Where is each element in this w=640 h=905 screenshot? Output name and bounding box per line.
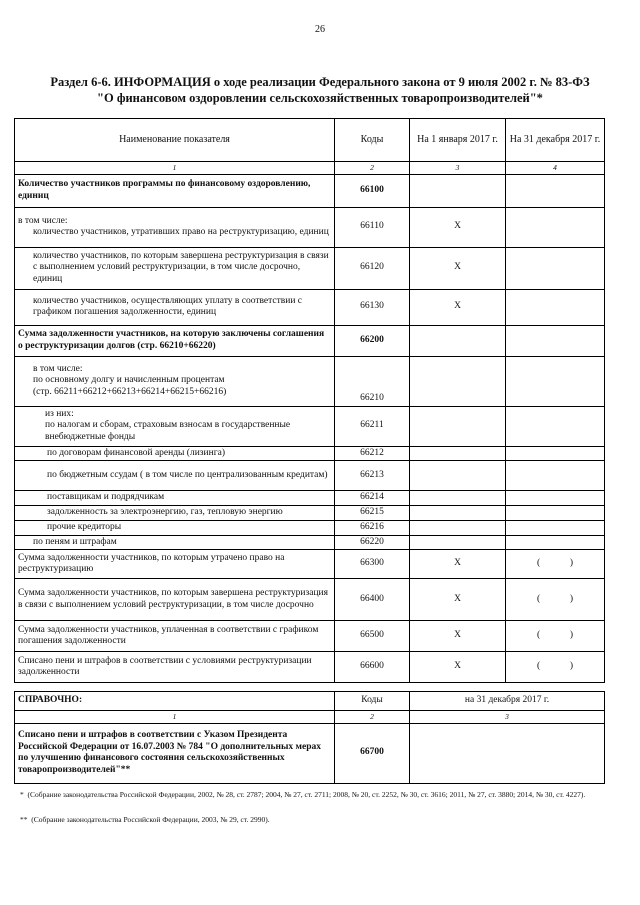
row-label-cell [15, 356, 335, 406]
row-jan-cell[interactable] [410, 356, 506, 406]
row-jan-cell[interactable] [410, 446, 506, 461]
table-row [15, 207, 605, 247]
row-code: 66300 [335, 550, 410, 579]
paren-close: ) [569, 630, 573, 641]
table-row [15, 535, 605, 550]
paren-open: ( [537, 558, 541, 569]
row-jan-cell[interactable] [410, 535, 506, 550]
row-jan-cell: X [410, 579, 506, 621]
table-row [15, 406, 605, 446]
row-label-cell [15, 406, 335, 446]
row-label: из них: [45, 408, 74, 419]
row-jan-cell[interactable] [410, 325, 506, 356]
row-code: 66120 [335, 247, 410, 289]
row-label: задолженность за электроэнергию, газ, тепловую энергию [15, 506, 335, 521]
footnote-2-mark: ** [20, 815, 28, 824]
row-code: 66216 [335, 520, 410, 535]
reference-row [15, 723, 605, 783]
row-sublabel: по основному долгу и начисленным процентам [33, 375, 225, 386]
reference-column-number-row [15, 711, 605, 724]
row-jan-cell: X [410, 550, 506, 579]
table-row [15, 247, 605, 289]
row-label: прочие кредиторы [15, 520, 335, 535]
reference-row-label: Списано пени и штрафов в соответствии с Указом Президента Российской Федерации от 16.07.2003 № 784 "О дополнительных мерах по улучшению финансового состояния сельскохозяйственных товаропроизводителей"** [15, 723, 335, 783]
row-label: в том числе: [18, 215, 68, 226]
row-jan-cell: X [410, 289, 506, 325]
col-number: 2 [335, 162, 410, 175]
footnote-1 [20, 790, 620, 800]
row-code: 66215 [335, 506, 410, 521]
reference-row-value-cell[interactable] [410, 723, 605, 783]
row-sublabel-2: (стр. 66211+66212+66213+66214+66215+66216) [33, 386, 227, 397]
row-sublabel: по налогам и сборам, страховым взносам в государственные внебюджетные фонды [45, 420, 291, 442]
row-label: по договорам финансовой аренды (лизинга) [15, 446, 335, 461]
row-dec-cell[interactable] [506, 579, 605, 621]
row-label: Сумма задолженности участников, уплаченная в соответствии с графиком погашения задолженности [15, 621, 335, 652]
row-label: Сумма задолженности участников, по которым завершена реструктуризация в связи с выполнением условий реструктуризации, в том числе досрочно [15, 579, 335, 621]
row-jan-cell[interactable] [410, 174, 506, 207]
row-label: количество участников, по которым завершена реструктуризация в связи с выполнением условий реструктуризации, в том числе досрочно, единиц [15, 247, 335, 289]
col-number: 3 [410, 711, 605, 724]
table-row [15, 506, 605, 521]
footnote-1-text: (Собрание законодательства Российской Федерации, 2002, № 28, ст. 2787; 2004, № 27, ст. 2711; 2008, № 20, ст. 2252, № 30, ст. 3616; 2011, № 27, ст. 3880; 2014, № 30, ст. 4227). [27, 790, 586, 799]
table-row [15, 491, 605, 506]
col-number: 1 [15, 162, 335, 175]
col-number: 2 [335, 711, 410, 724]
row-dec-cell[interactable] [506, 491, 605, 506]
table-row [15, 446, 605, 461]
row-code: 66110 [335, 207, 410, 247]
row-label: Сумма задолженности участников, по которым утрачено право на реструктуризацию [15, 550, 335, 579]
reference-header-label: СПРАВОЧНО: [15, 692, 335, 711]
row-sublabel: количество участников, утративших право на реструктуризацию, единиц [33, 227, 329, 237]
paren-open: ( [537, 661, 541, 672]
paren-open: ( [537, 593, 541, 604]
table-header-row [15, 119, 605, 162]
row-jan-cell: X [410, 207, 506, 247]
table-row [15, 461, 605, 491]
row-label: количество участников, осуществляющих уплату в соответствии с графиком погашения задолженности, единиц [15, 289, 335, 325]
row-dec-cell[interactable] [506, 247, 605, 289]
row-jan-cell: X [410, 621, 506, 652]
row-code: 66130 [335, 289, 410, 325]
col-number: 3 [410, 162, 506, 175]
row-dec-cell[interactable] [506, 325, 605, 356]
reference-row-code: 66700 [335, 723, 410, 783]
reference-header-date: на 31 декабря 2017 г. [410, 692, 605, 711]
table-row [15, 579, 605, 621]
reference-header-codes: Коды [335, 692, 410, 711]
title-line-2: "О финансовом оздоровлении сельскохозяйственных товаропроизводителей"* [97, 91, 543, 105]
row-dec-cell[interactable] [506, 621, 605, 652]
row-dec-cell[interactable] [506, 520, 605, 535]
row-label: по пеням и штрафам [15, 535, 335, 550]
row-code: 66600 [335, 652, 410, 683]
table-row [15, 325, 605, 356]
paren-open: ( [537, 630, 541, 641]
row-dec-cell[interactable] [506, 174, 605, 207]
row-dec-cell[interactable] [506, 506, 605, 521]
row-label: по бюджетным ссудам ( в том числе по централизованным кредитам) [15, 461, 335, 491]
row-label: поставщикам и подрядчикам [15, 491, 335, 506]
header-dec: На 31 декабря 2017 г. [506, 119, 605, 162]
table-row [15, 621, 605, 652]
row-label: Количество участников программы по финансовому оздоровлению, единиц [15, 174, 335, 207]
table-row [15, 520, 605, 535]
row-dec-cell[interactable] [506, 207, 605, 247]
header-jan: На 1 января 2017 г. [410, 119, 506, 162]
row-code: 66213 [335, 461, 410, 491]
table-row [15, 652, 605, 683]
col-number: 1 [15, 711, 335, 724]
row-jan-cell[interactable] [410, 491, 506, 506]
row-code: 66220 [335, 535, 410, 550]
reference-table [14, 691, 605, 784]
row-dec-cell[interactable] [506, 356, 605, 406]
table-row [15, 289, 605, 325]
row-code: 66200 [335, 325, 410, 356]
paren-close: ) [569, 558, 573, 569]
table-row [15, 174, 605, 207]
main-table [14, 118, 605, 683]
row-code: 66214 [335, 491, 410, 506]
header-codes: Коды [335, 119, 410, 162]
table-row [15, 550, 605, 579]
row-code: 66211 [335, 406, 410, 446]
row-dec-cell[interactable] [506, 446, 605, 461]
row-code: 66212 [335, 446, 410, 461]
footnote-1-mark: * [20, 790, 24, 799]
row-dec-cell[interactable] [506, 652, 605, 683]
row-code: 66400 [335, 579, 410, 621]
row-dec-cell[interactable] [506, 406, 605, 446]
row-jan-cell[interactable] [410, 520, 506, 535]
row-jan-cell[interactable] [410, 406, 506, 446]
footnote-2 [20, 815, 620, 825]
row-jan-cell[interactable] [410, 461, 506, 491]
column-number-row [15, 162, 605, 175]
table-row [15, 356, 605, 406]
row-label: в том числе: [33, 363, 83, 374]
row-code: 66100 [335, 174, 410, 207]
row-dec-cell[interactable] [506, 550, 605, 579]
paren-close: ) [569, 661, 573, 672]
row-jan-cell[interactable] [410, 506, 506, 521]
page-number: 26 [315, 24, 325, 35]
row-dec-cell[interactable] [506, 289, 605, 325]
title-line-1: Раздел 6-6. ИНФОРМАЦИЯ о ходе реализации Федерального закона от 9 июля 2002 г. № 83-ФЗ [50, 75, 590, 89]
row-dec-cell[interactable] [506, 461, 605, 491]
footnote-2-text: (Собрание законодательства Российской Федерации, 2003, № 29, ст. 2990). [31, 815, 270, 824]
paren-close: ) [569, 593, 573, 604]
row-label: Списано пени и штрафов в соответствии с условиями реструктуризации задолженности [15, 652, 335, 683]
row-jan-cell: X [410, 652, 506, 683]
section-title [0, 74, 640, 106]
row-code: 66500 [335, 621, 410, 652]
row-code: 66210 [335, 356, 410, 406]
row-dec-cell[interactable] [506, 535, 605, 550]
reference-header-row [15, 692, 605, 711]
header-indicator: Наименование показателя [15, 119, 335, 162]
row-jan-cell: X [410, 247, 506, 289]
row-label-cell [15, 207, 335, 247]
row-label: Сумма задолженности участников, на которую заключены соглашения о реструктуризации долгов (стр. 66210+66220) [15, 325, 335, 356]
col-number: 4 [506, 162, 605, 175]
